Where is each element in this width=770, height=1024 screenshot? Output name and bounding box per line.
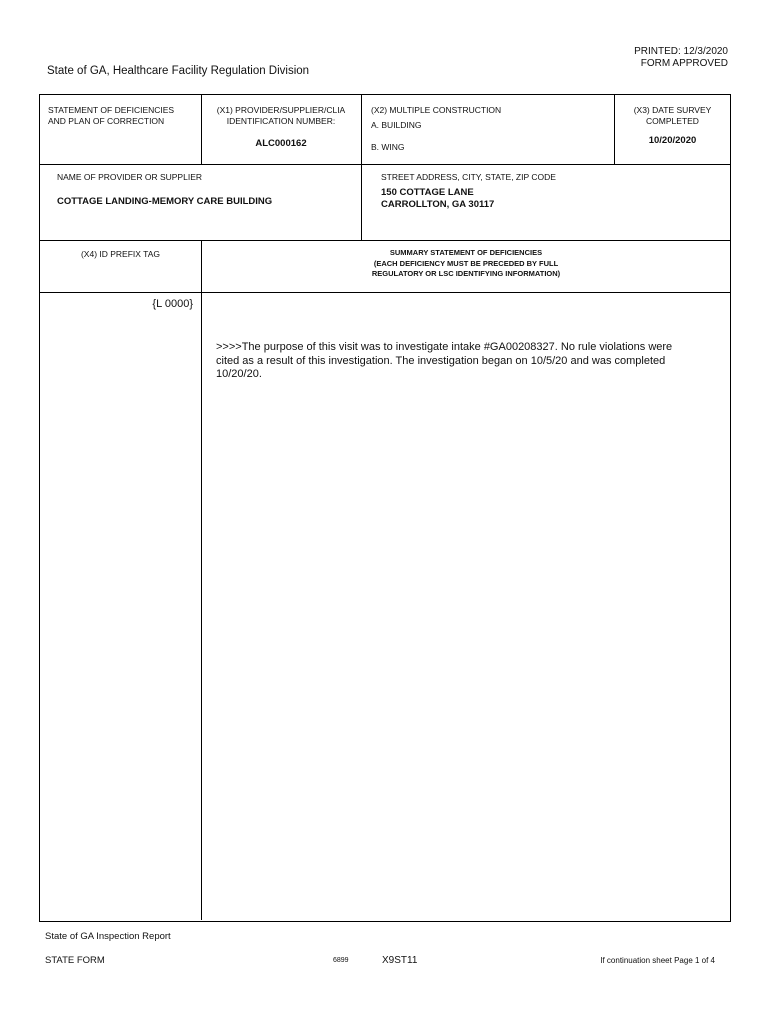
divider-v2 bbox=[361, 94, 362, 164]
divider-v5 bbox=[201, 240, 202, 920]
summary-header: SUMMARY STATEMENT OF DEFICIENCIES (EACH DEFICIENCY MUST BE PRECEDED BY FULL REGULATORY OR LSC IDENTIFYING INFORMATION) bbox=[371, 248, 561, 278]
x3-value: 10/20/2020 bbox=[648, 135, 697, 146]
x1-label: (X1) PROVIDER/SUPPLIER/CLIA IDENTIFICATION NUMBER: bbox=[216, 105, 346, 126]
x1-value: ALC000162 bbox=[255, 138, 307, 149]
printed-date: PRINTED: 12/3/2020 bbox=[634, 46, 728, 57]
address-line1: 150 COTTAGE LANE bbox=[381, 187, 474, 198]
divider-v4 bbox=[361, 164, 362, 240]
provider-name: COTTAGE LANDING-MEMORY CARE BUILDING bbox=[57, 196, 273, 207]
id-prefix-tag: {L 0000} bbox=[152, 298, 193, 310]
address-label: STREET ADDRESS, CITY, STATE, ZIP CODE bbox=[381, 172, 556, 182]
x2-building: A. BUILDING bbox=[371, 120, 422, 130]
form-frame bbox=[39, 94, 731, 922]
state-form-label: STATE FORM bbox=[45, 955, 105, 966]
page-info: If continuation sheet Page 1 of 4 bbox=[600, 956, 715, 965]
x2-wing: B. WING bbox=[371, 142, 405, 152]
address-line2: CARROLLTON, GA 30117 bbox=[381, 199, 495, 210]
form-number: 6899 bbox=[333, 957, 349, 964]
event-id: X9ST11 bbox=[382, 955, 418, 966]
report-name: State of GA Inspection Report bbox=[45, 931, 171, 942]
header-right bbox=[634, 46, 728, 70]
agency-name: State of GA, Healthcare Facility Regulation Division bbox=[47, 65, 310, 77]
address bbox=[381, 187, 494, 211]
x3-label: (X3) DATE SURVEY COMPLETED bbox=[633, 105, 712, 126]
statement-label: STATEMENT OF DEFICIENCIES AND PLAN OF CORRECTION bbox=[48, 105, 175, 126]
divider-provider-row bbox=[39, 240, 731, 241]
divider-top-row bbox=[39, 164, 731, 165]
form-approved: FORM APPROVED bbox=[640, 58, 728, 69]
provider-name-label: NAME OF PROVIDER OR SUPPLIER bbox=[57, 172, 202, 182]
divider-columns-row bbox=[39, 292, 731, 293]
x4-label: (X4) ID PREFIX TAG bbox=[80, 249, 161, 259]
x2-label: (X2) MULTIPLE CONSTRUCTION bbox=[371, 105, 502, 115]
deficiency-text: >>>>The purpose of this visit was to investigate intake #GA00208327. No rule violations were cited as a result of this investigation. The investigation began on 10/5/20 and was completed 10/20/20. bbox=[216, 341, 673, 380]
